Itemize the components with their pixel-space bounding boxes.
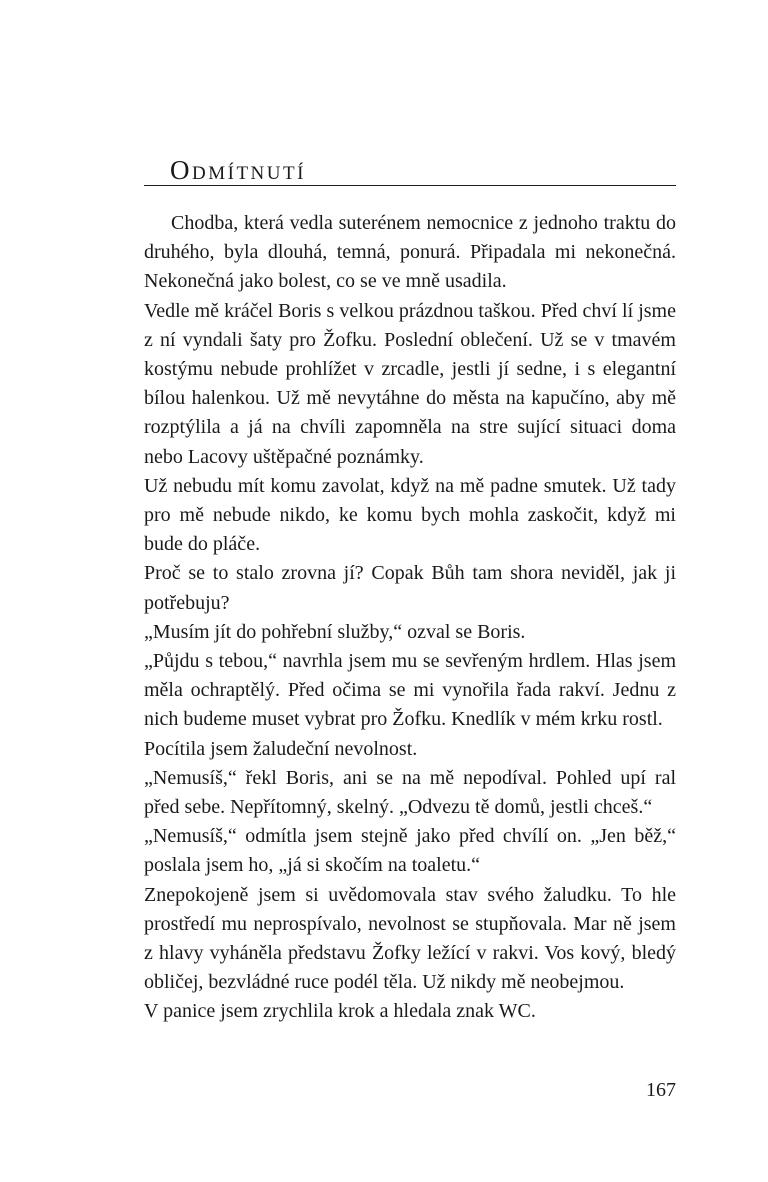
text-line: Vedle mě kráčel Boris s velkou prázdnou taškou. Před chví — [144, 299, 617, 322]
text-line: nekonečná. Nekonečná jako bolest, co se ve mně usadila. — [144, 241, 676, 293]
text-line: rakví. Jednu z nich budeme muset vybrat pro Žofku. Knedlík — [144, 679, 676, 731]
text-line: sující situaci doma nebo Lacovy uštěpačné poznámky. — [144, 416, 676, 468]
text-line: Pocítila jsem žaludeční nevolnost. — [144, 737, 418, 760]
body-text — [144, 209, 676, 1027]
text-line: v mém krku rostl. — [520, 708, 663, 731]
text-line: v tmavém kostýmu nebude prohlížet v zrcadle, jestli jí sedne, — [144, 328, 676, 381]
paragraph-7 — [144, 735, 676, 764]
paragraph-9 — [144, 822, 676, 880]
text-line: V panice jsem zrychlila krok a hledala znak WC. — [144, 1000, 536, 1023]
title-rule — [144, 185, 676, 186]
paragraph-10 — [144, 881, 676, 998]
chapter-title: Odmítnutí — [170, 155, 306, 185]
paragraph-4 — [144, 559, 676, 617]
text-line: traktu do druhého, byla dlouhá, temná, ponurá. Připadala mi — [144, 212, 676, 264]
paragraph-1 — [144, 209, 676, 297]
text-line: „Půjdu s tebou,“ navrhla jsem mu se sevřeným hrdlem. — [144, 650, 596, 673]
text-line: jak ji potřebuju? — [144, 562, 677, 614]
paragraph-5 — [144, 618, 676, 647]
text-line: kový, bledý obličej, bezvládné ruce podél těla. Už nikdy mě — [144, 942, 677, 994]
text-line: chceš.“ — [593, 796, 653, 819]
text-line: „Nemusíš,“ řekl Boris, ani se na mě nepodíval. Pohled upí — [144, 766, 646, 789]
text-line: „Musím jít do pohřební služby,“ ozval se Boris. — [144, 620, 526, 643]
text-line: Hlas jsem měla ochraptělý. Před očima se mi vynořila řada — [144, 650, 677, 702]
text-line: Chodba, která vedla suterénem nemocnice z jednoho — [171, 212, 604, 234]
text-line: běž,“ poslala jsem ho, „já si skočím na toaletu.“ — [144, 825, 676, 877]
page-number: 167 — [646, 1079, 676, 1101]
paragraph-8 — [144, 764, 676, 822]
text-line: i s elegantní bílou halenkou. Už mě nevytáhne do města na — [144, 358, 676, 410]
paragraph-11 — [144, 997, 676, 1026]
text-line: kapučíno, aby mě rozptýlila a já na chvíli zapomněla na stre — [144, 387, 676, 439]
text-line: Už nebudu mít komu zavolat, když na mě padne smutek. — [144, 474, 613, 497]
text-line: když mi bude do pláče. — [144, 504, 676, 556]
text-line: ně jsem z hlavy vyháněla představu Žofky ležící v rakvi. Vos — [144, 912, 676, 965]
text-line: „Nemusíš,“ odmítla jsem stejně jako před chvílí on. „Jen — [144, 825, 635, 848]
text-line: ral před sebe. Nepřítomný, skelný. „Odvezu tě domů, jestli — [144, 766, 676, 819]
text-line: Už tady pro mě nebude nikdo, ke komu bych mohla zaskočit, — [144, 474, 676, 527]
text-line: hle prostředí mu neprospívalo, nevolnost se stupňovala. Mar — [144, 883, 676, 935]
text-line: Znepokojeně jsem si uvědomovala stav svého žaludku. To — [144, 883, 642, 906]
paragraph-6 — [144, 647, 676, 735]
text-line: neobejmou. — [530, 971, 625, 994]
text-line: Proč se to stalo zrovna jí? Copak Bůh tam shora neviděl, — [144, 562, 633, 585]
paragraph-2 — [144, 297, 676, 472]
paragraph-3 — [144, 472, 676, 560]
text-line: lí jsme z ní vyndali šaty pro Žofku. Poslední oblečení. Už se — [144, 299, 676, 351]
